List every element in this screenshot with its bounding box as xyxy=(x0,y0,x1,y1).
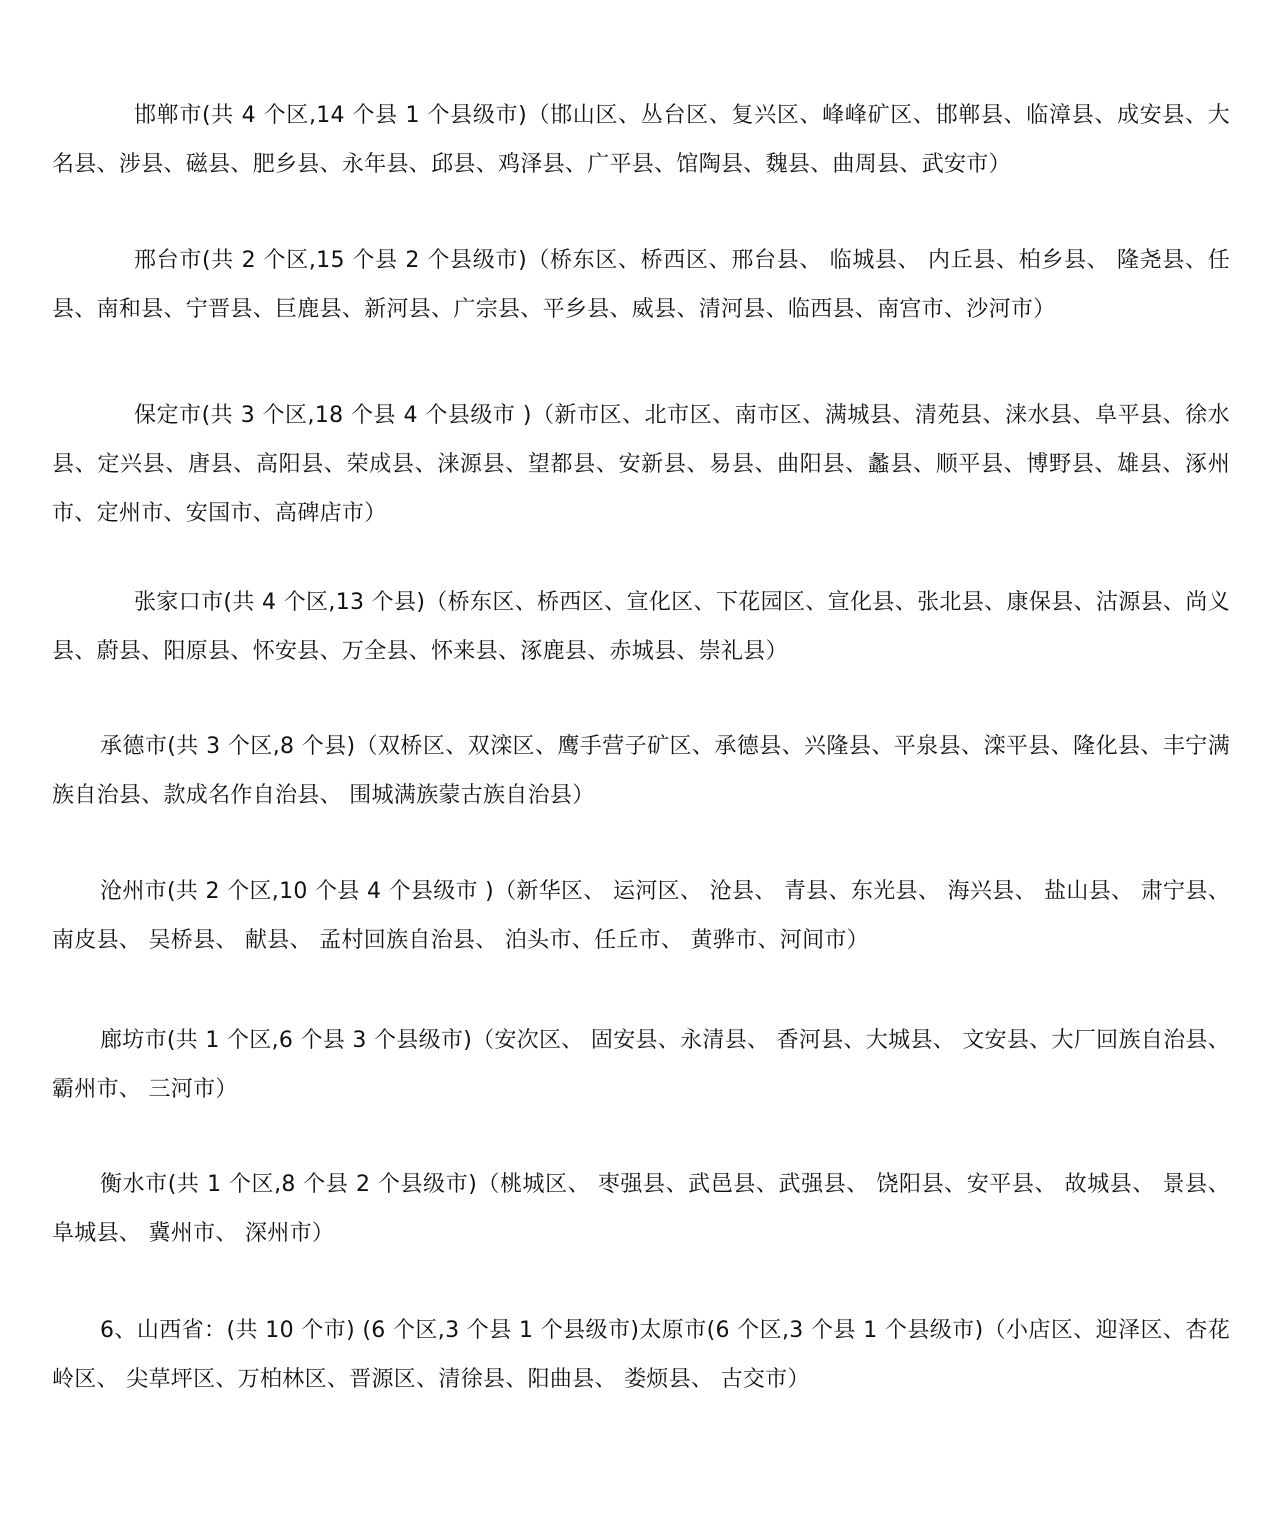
langfang-city-paragraph: 廊坊市(共 1 个区,6 个县 3 个县级市)（安次区、 固安县、永清县、 香河县、大城县、 文安县、大厂回族自治县、 霸州市、 三河市） xyxy=(52,1028,1230,1102)
xingtai-city-paragraph: 邢台市(共 2 个区,15 个县 2 个县级市)（桥东区、桥西区、邢台县、 临城县、 内丘县、柏乡县、 隆尧县、任县、南和县、宁晋县、巨鹿县、新河县、广宗县、平乡县、威县、清河县、临西县、南宫市、沙河市） xyxy=(52,248,1230,322)
cangzhou-city-paragraph: 沧州市(共 2 个区,10 个县 4 个县级市 )（新华区、 运河区、 沧县、 青县、东光县、 海兴县、 盐山县、 肃宁县、南皮县、 吴桥县、 献县、 孟村回族自治县、 泊头市、任丘市、 黄骅市、河间市） xyxy=(52,879,1230,953)
shanxi-province-paragraph: 6、山西省：(共 10 个市) (6 个区,3 个县 1 个县级市)太原市(6 个区,3 个县 1 个县级市)（小店区、迎泽区、杏花岭区、 尖草坪区、万柏林区、晋源区、清徐县、阳曲县、 娄烦县、 古交市） xyxy=(52,1318,1230,1392)
chengde-city-paragraph: 承德市(共 3 个区,8 个县)（双桥区、双滦区、鹰手营子矿区、承德县、兴隆县、平泉县、滦平县、隆化县、丰宁满族自治县、款成名作自治县、 围城满族蒙古族自治县） xyxy=(52,734,1230,808)
handan-city-paragraph: 邯郸市(共 4 个区,14 个县 1 个县级市)（邯山区、丛台区、复兴区、峰峰矿区、邯郸县、临漳县、成安县、大名县、涉县、磁县、肥乡县、永年县、邱县、鸡泽县、广平县、馆陶县、魏县、曲周县、武安市） xyxy=(52,103,1230,177)
zhangjiakou-city-paragraph: 张家口市(共 4 个区,13 个县)（桥东区、桥西区、宣化区、下花园区、宣化县、张北县、康保县、沽源县、尚义县、蔚县、阳原县、怀安县、万全县、怀来县、涿鹿县、赤城县、崇礼县） xyxy=(52,590,1230,664)
baoding-city-paragraph: 保定市(共 3 个区,18 个县 4 个县级市 )（新市区、北市区、南市区、满城县、清苑县、涞水县、阜平县、徐水县、定兴县、唐县、高阳县、荣成县、涞源县、望都县、安新县、易县、曲阳县、蠡县、顺平县、博野县、雄县、涿州市、定州市、安国市、高碑店市） xyxy=(52,403,1230,526)
hengshui-city-paragraph: 衡水市(共 1 个区,8 个县 2 个县级市)（桃城区、 枣强县、武邑县、武强县、 饶阳县、安平县、 故城县、 景县、阜城县、 冀州市、 深州市） xyxy=(52,1172,1230,1246)
